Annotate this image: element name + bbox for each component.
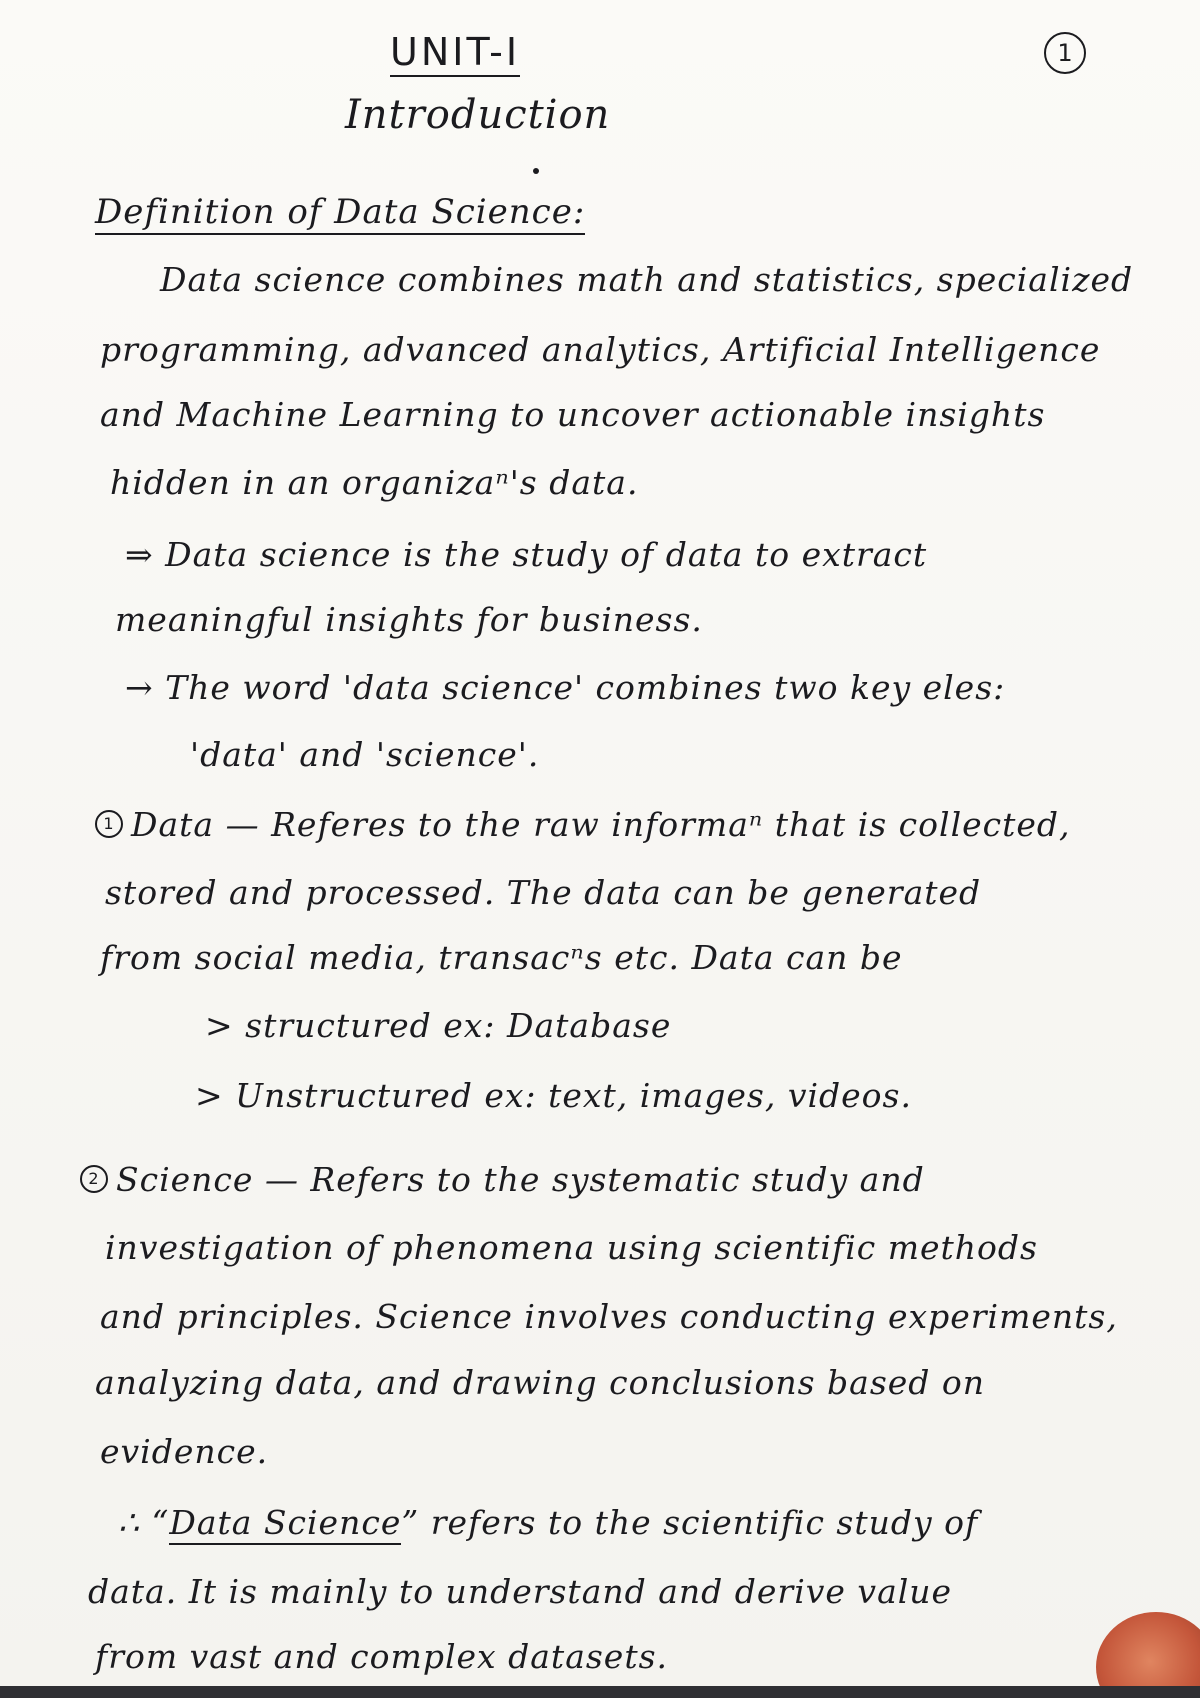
text-line: programming, advanced analytics, Artificial Intelligence	[100, 330, 1101, 369]
text-line: from vast and complex datasets.	[95, 1637, 669, 1676]
therefore-symbol: ∴ “	[118, 1503, 170, 1542]
text-line: data. It is mainly to understand and derive value	[88, 1572, 953, 1611]
ink-dot	[533, 168, 539, 174]
page-edge-shadow	[0, 1686, 1200, 1698]
text-line: evidence.	[100, 1432, 269, 1471]
data-definition-line	[95, 805, 1071, 844]
list-item-unstructured: > Unstructured ex: text, images, videos.	[195, 1076, 912, 1115]
text-line: Data science combines math and statistics, specialized	[160, 260, 1134, 299]
list-item-structured: > structured ex: Database	[205, 1006, 672, 1045]
page-number: 1	[1044, 32, 1086, 74]
science-label: Science	[116, 1160, 254, 1199]
text-line: stored and processed. The data can be generated	[105, 873, 982, 912]
unit-heading: UNIT-I	[390, 30, 520, 77]
text-line: and Machine Learning to uncover actionable insights	[100, 395, 1046, 434]
data-label: Data	[131, 805, 215, 844]
science-definition-text: — Refers to the systematic study and	[264, 1160, 925, 1199]
text-line: from social media, transacⁿs etc. Data can be	[100, 938, 903, 977]
data-science-term: Data Science	[169, 1503, 401, 1545]
text-line: 'data' and 'science'.	[190, 735, 540, 774]
data-definition-text: — Referes to the raw informaⁿ that is collected,	[225, 805, 1071, 844]
text-line: investigation of phenomena using scientific methods	[105, 1228, 1038, 1267]
text-line: ⇒ Data science is the study of data to extract	[125, 535, 928, 574]
science-definition-line	[80, 1160, 925, 1199]
number-marker-one: 1	[95, 810, 123, 838]
conclusion-text: ” refers to the scientific study of	[401, 1503, 979, 1542]
text-line: and principles. Science involves conducting experiments,	[100, 1297, 1118, 1336]
conclusion-line	[118, 1503, 978, 1542]
page-title: Introduction	[345, 92, 611, 138]
section-heading: Definition of Data Science:	[95, 192, 585, 235]
text-line: hidden in an organizaⁿ's data.	[110, 463, 639, 502]
text-line: → The word 'data science' combines two key eles:	[125, 668, 1006, 707]
text-line: analyzing data, and drawing conclusions based on	[95, 1363, 986, 1402]
text-line: meaningful insights for business.	[115, 600, 703, 639]
number-marker-two: 2	[80, 1165, 108, 1193]
